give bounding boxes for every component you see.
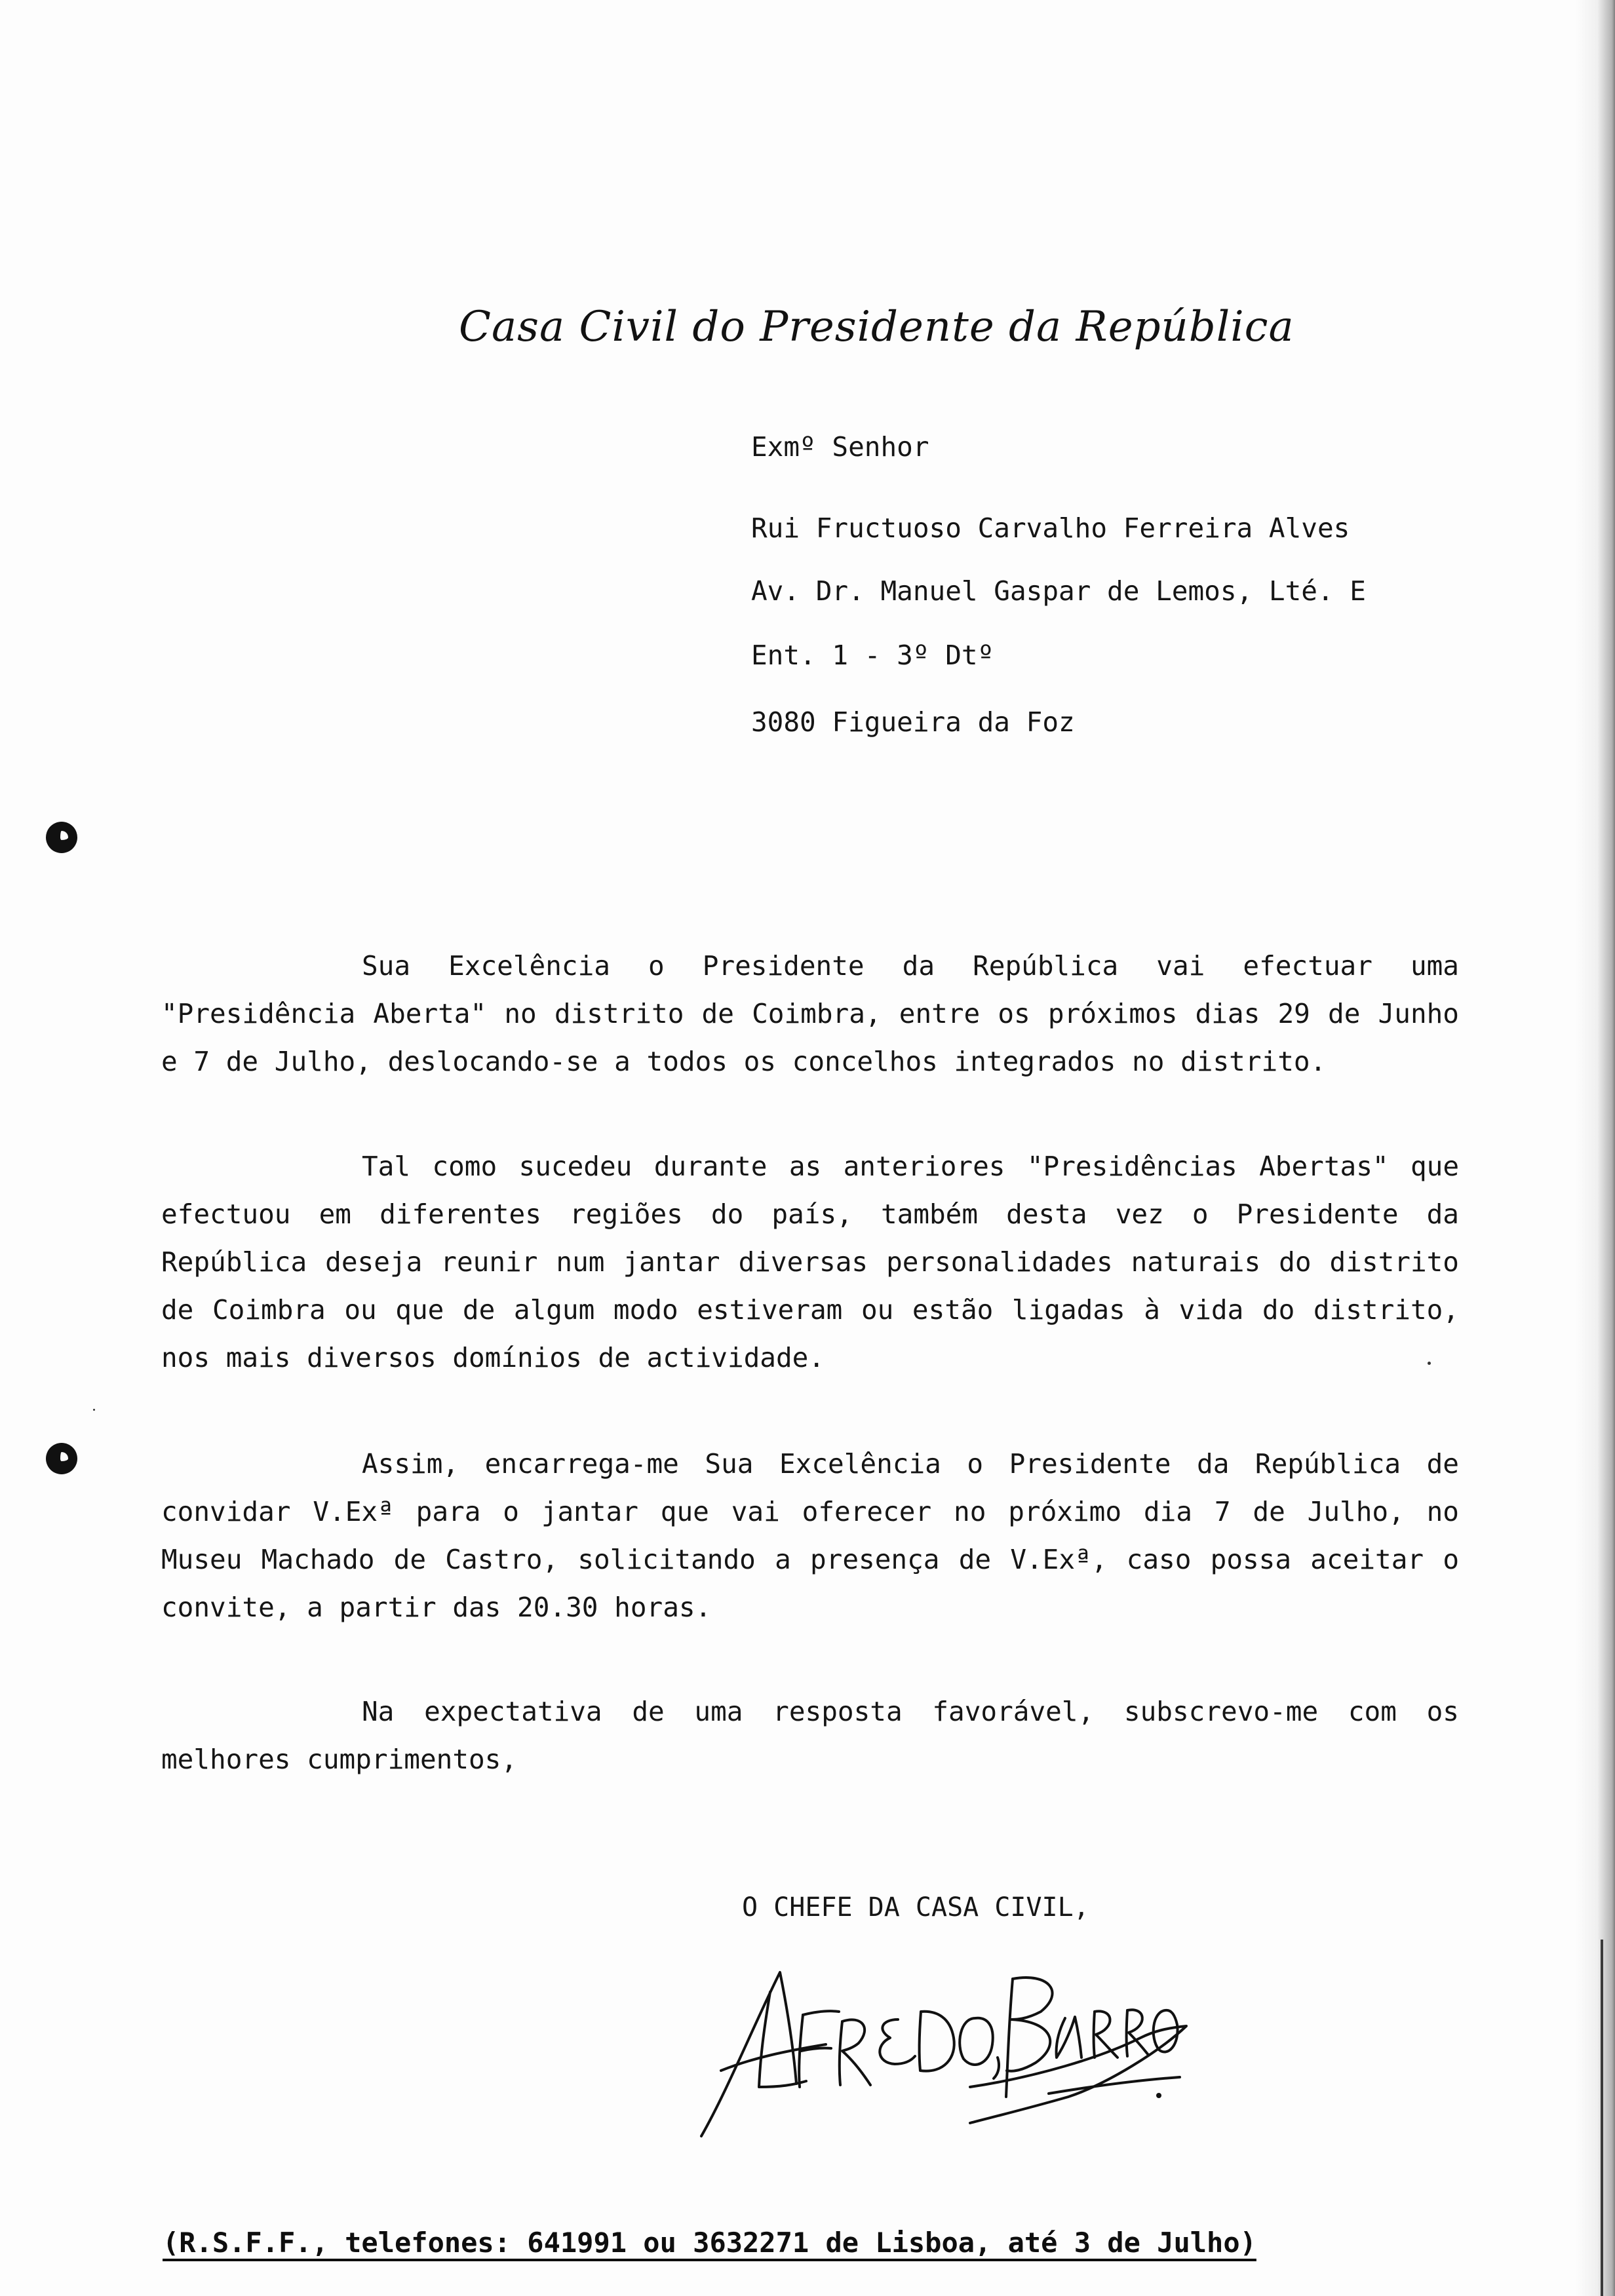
body-paragraph-2-text: Tal como sucedeu durante as anteriores "Presidências Abertas" que efectuou em diferentes regiões do país, também desta vez o Presidente da República deseja reunir num jantar diversas personalidades naturais do distrito de Coimbra ou que de algum modo estiveram ou estão ligadas à vida do distrito, nos mais diversos domínios de actividade. bbox=[161, 1151, 1459, 1373]
body-paragraph-4-text: Na expectativa de uma resposta favorável, subscrevo-me com os melhores cumprimentos, bbox=[161, 1696, 1459, 1775]
scan-edge-line bbox=[1601, 1940, 1603, 2296]
body-paragraph-1 bbox=[161, 942, 1459, 1086]
body-paragraph-4 bbox=[161, 1688, 1459, 1784]
handwritten-signature bbox=[682, 1946, 1193, 2143]
scan-edge-shadow bbox=[1576, 0, 1615, 2296]
recipient-street: Av. Dr. Manuel Gaspar de Lemos, Lté. E bbox=[751, 575, 1366, 607]
body-paragraph-2 bbox=[161, 1143, 1459, 1382]
punch-hole-bottom bbox=[46, 1443, 77, 1474]
recipient-name: Rui Fructuoso Carvalho Ferreira Alves bbox=[751, 512, 1350, 544]
footer-rsvp-note: (R.S.F.F., telefones: 641991 ou 3632271 de Lisboa, até 3 de Julho) bbox=[163, 2227, 1256, 2259]
punch-hole-top bbox=[46, 822, 77, 853]
recipient-city: 3080 Figueira da Foz bbox=[751, 706, 1075, 738]
body-paragraph-3-text: Assim, encarrega-me Sua Excelência o Presidente da República de convidar V.Exª para o jantar que vai oferecer no próximo dia 7 de Julho, no Museu Machado de Castro, solicitando a presença de V.Exª, caso possa aceitar o convite, a partir das 20.30 horas. bbox=[161, 1448, 1459, 1623]
letterhead: Casa Civil do Presidente da República bbox=[459, 303, 1294, 351]
scan-speck bbox=[1428, 1362, 1431, 1365]
body-paragraph-1-text: Sua Excelência o Presidente da República vai efectuar uma "Presidência Aberta" no distrito de Coimbra, entre os próximos dias 29 de Junho e 7 de Julho, deslocando-se a todos os concelhos integrados no distrito. bbox=[161, 950, 1459, 1077]
recipient-salutation: Exmº Senhor bbox=[751, 431, 929, 463]
recipient-entrance: Ent. 1 - 3º Dtº bbox=[751, 640, 994, 671]
body-paragraph-3 bbox=[161, 1440, 1459, 1632]
scan-speck bbox=[93, 1409, 95, 1411]
signoff-title: O CHEFE DA CASA CIVIL, bbox=[742, 1892, 1089, 1923]
